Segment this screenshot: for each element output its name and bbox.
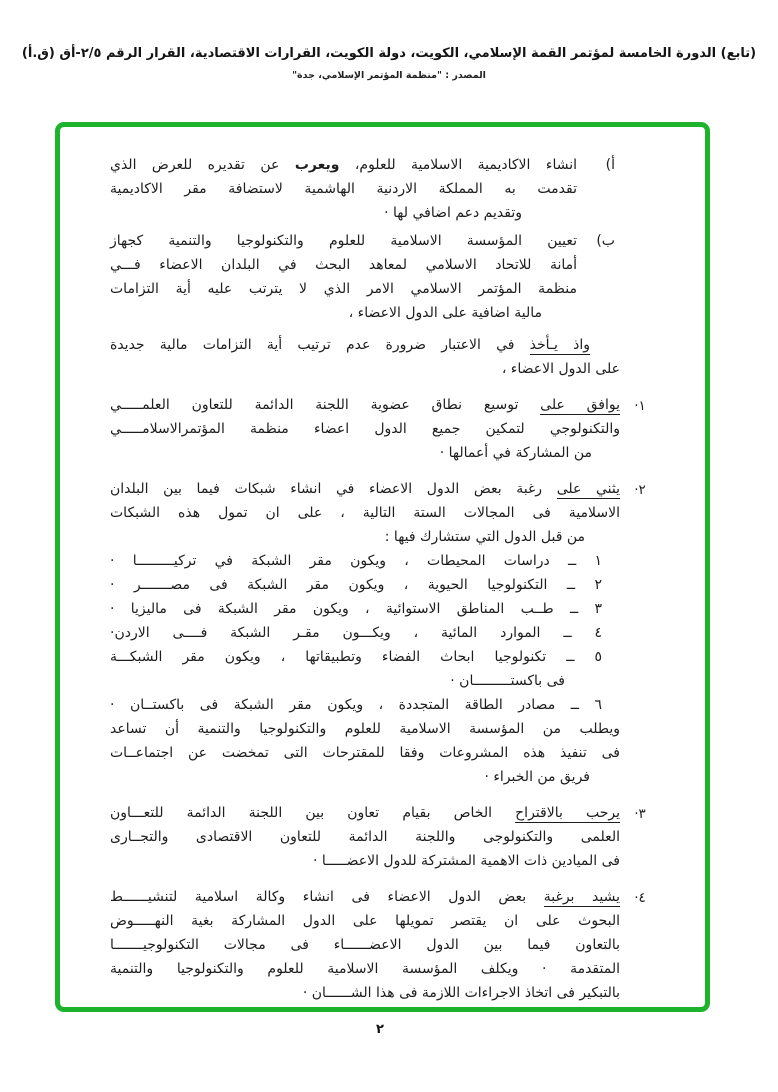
network-line: ٤ ــ الموارد المائية ، ويكـــون مقـر الشبكة فــــى الاردن· [110, 625, 602, 641]
text-line: بالتبكير فى اتخاذ الاجراءات اللازمة فى هذا الشــــــان · [302, 985, 620, 1001]
text-line: يرحب بالاقتراح الخاص بقيام تعاون بين اللجنة الدائمة للتعـــاون [110, 805, 621, 821]
text-line: بالتعاون فيما بين الدول الاعضــــــاء فى مجالات التكنولوجيـــــــا [110, 937, 620, 953]
text-line: المتقدمة · ويكلف المؤسسة الاسلامية للعلوم والتكنولوجيا والتنمية [110, 961, 620, 977]
network-line: ٥ ــ تكنولوجيا ابحاث الفضاء وتطبيقاتها ، ويكون مقر الشبكـــة [110, 649, 602, 665]
item-number: ·٤ [634, 890, 646, 906]
text-line: يوافق على توسيع نطاق عضوية اللجنة الدائمة للتعاون العلمـــــي [110, 397, 621, 413]
clause-a [110, 153, 615, 225]
clause-b [110, 229, 615, 325]
text-line: ويطلب من المؤسسة الاسلامية للعلوم والتكنولوجيا والتنمية أن تساعد [110, 721, 620, 737]
text-line: العلمى والتكنولوجى واللجنة الدائمة للتعاون الاقتصادى والتجــارى [110, 829, 620, 845]
item-number: ·١ [634, 398, 646, 414]
text-line: انشاء الاكاديمية الاسلامية للعلوم، ويعرب عن تقديره للعرض الذي [110, 157, 577, 173]
resolution-item-4 [110, 885, 660, 1005]
network-line: ١ ــ دراسات المحيطات ، ويكون مقر الشبكة في تركيـــــــــا · [110, 553, 602, 569]
text-line: مالية اضافية على الدول الاعضاء ، [348, 305, 542, 321]
text-line: فى الميادين ذات الاهمية المشتركة للدول الاعضـــــا · [312, 853, 620, 869]
preamble-paragraph [110, 333, 620, 381]
text-line: البحوث على ان يقتصر تمويلها على الدول المشاركة بغية النهـــــوض [110, 913, 620, 929]
resolution-text [60, 127, 705, 1005]
resolution-item-3 [110, 801, 660, 873]
underlined-lead: يثني على [556, 481, 620, 497]
network-line: ٢ ــ التكنولوجيا الحيوية ، ويكون مقر الشبكة فى مصـــــــر · [110, 577, 602, 593]
item-number: ·٣ [634, 806, 646, 822]
text-line: يثني على رغبة بعض الدول الاعضاء في انشاء شبكات فيما بين البلدان [110, 481, 620, 497]
clause-b-label: ب) [596, 233, 615, 249]
text-line: أمانة للاتحاد الاسلامي لمعاهد البحث في البلدان الاعضاء فـــي [110, 257, 577, 273]
clause-a-label: أ) [605, 157, 615, 173]
text-line: فريق من الخبراء · [484, 769, 590, 785]
network-line-wrap: فى باكستـــــــــان · [450, 673, 565, 689]
text-line: تعيين المؤسسة الاسلامية للعلوم والتكنولوجيا والتنمية كجهاز [110, 233, 577, 249]
resolution-item-2 [110, 477, 660, 789]
underlined-lead: يوافق على [540, 397, 621, 413]
underlined-lead: واذ يـأخذ [529, 337, 590, 353]
network-line: ٦ ــ مصادر الطاقة المتجددة ، ويكون مقر الشبكة فى باكستــان · [110, 697, 602, 713]
document-header [0, 46, 778, 81]
underlined-lead: يشيد برغبة [543, 889, 620, 905]
resolution-item-1 [110, 393, 660, 465]
text-line: فى تنفيذ هذه المشروعات وفقا للمقترحات التى تمخضت عن اجتماعــات [110, 745, 620, 761]
item-number: ·٢ [634, 482, 646, 498]
text-line: من قبل الدول التي ستشارك فيها : [384, 529, 585, 545]
underlined-lead: يرحب بالاقتراح [515, 805, 621, 821]
document-title: (تابع) الدورة الخامسة لمؤتمر القمة الإسلامي، الكويت، دولة الكويت، القرارات الاقتصادية، القرار الرقم ٢/٥-أق (ق.أ) [21, 46, 757, 61]
text-line: على الدول الاعضاء ، [501, 361, 620, 377]
text-line: وتقديم دعم اضافي لها · [384, 205, 522, 221]
text-line: من المشاركة في أعمالها · [439, 445, 592, 461]
highlight-frame [55, 122, 710, 1012]
text-line: تقدمت به المملكة الاردنية الهاشمية لاستضافة مقر الاكاديمية [110, 181, 577, 197]
text-line: يشيد برغبة بعض الدول الاعضاء فى انشاء وكالة اسلامية لتنشيــــــط [110, 889, 620, 905]
bold-word: ويعرب [294, 157, 340, 173]
page-number: ٢ [376, 1022, 384, 1037]
text-line: واذ يـأخذ في الاعتبار ضرورة عدم ترتيب أية التزامات مالية جديدة [110, 337, 590, 353]
network-line: ٣ ــ طــب المناطق الاستوائية ، ويكون مقر الشبكة فى ماليزيا · [110, 601, 602, 617]
document-source: المصدر : "منظمة المؤتمر الإسلامي، جدة" [292, 70, 486, 81]
text-line: والتكنولوجي لتمكين جميع الدول اعضاء منظمة المؤتمرالاسلامـــــي [110, 421, 620, 437]
text-line: منظمة المؤتمر الاسلامي الامر الذي لا يترتب عليه أية التزامات [110, 281, 577, 297]
text-line: الاسلامية فى المجالات الستة التالية ، على ان تمول هذه الشبكات [110, 505, 620, 521]
